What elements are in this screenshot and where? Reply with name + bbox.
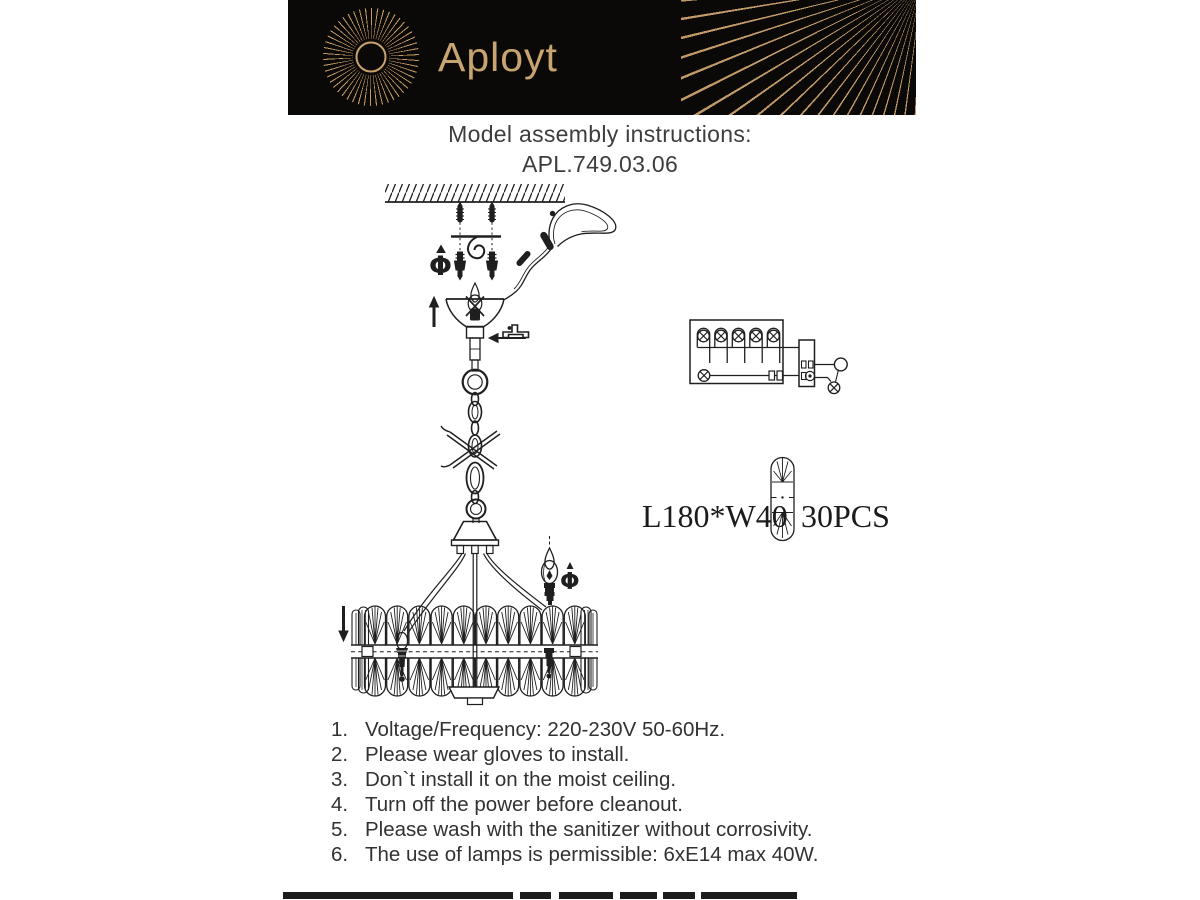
- chain: [467, 393, 486, 524]
- instruction-text: Please wash with the sanitizer without corrosivity.: [365, 818, 813, 842]
- cutoff-strip-segment: [701, 892, 797, 899]
- ceiling-hatch: [385, 184, 565, 202]
- instruction-item: [331, 817, 818, 842]
- crystal-quantity-label: 30PCS: [801, 498, 890, 534]
- screw-right: [488, 203, 496, 252]
- cutoff-strip-segment: [283, 892, 513, 899]
- down-arrow: [339, 606, 348, 641]
- rotate-symbol-top: Φ: [429, 251, 452, 282]
- instruction-text: Turn off the power before cleanout.: [365, 793, 683, 817]
- rotate-arrowhead-2: [567, 562, 574, 569]
- cutoff-strip-segment: [663, 892, 695, 899]
- wiring-diagram: [690, 320, 847, 394]
- mounting-bracket: [489, 325, 529, 343]
- cutoff-strip-segment: [520, 892, 551, 899]
- instruction-number: 3.: [331, 768, 349, 792]
- instruction-item: [331, 717, 818, 742]
- up-arrow: [430, 297, 439, 327]
- anchor-right: [487, 252, 498, 280]
- rotate-symbol-bulb: Φ: [560, 569, 580, 595]
- model-code: APL.749.03.06: [521, 151, 679, 177]
- frame-cap: [452, 522, 499, 554]
- instruction-number: 4.: [331, 793, 349, 817]
- title-line1: Model assembly instructions:: [448, 121, 752, 147]
- cutoff-strip-segment: [620, 892, 657, 899]
- anchor-left: [455, 252, 466, 280]
- instruction-text: Please wear gloves to install.: [365, 743, 630, 767]
- screw-left: [456, 203, 464, 252]
- instruction-number: 1.: [331, 718, 349, 741]
- instruction-number: 6.: [331, 843, 349, 867]
- instruction-number: 5.: [331, 818, 349, 842]
- s-hook: [468, 237, 484, 258]
- instruction-text: The use of lamps is permissible: 6xE14 max 40W.: [365, 843, 819, 867]
- instruction-item: [331, 792, 818, 817]
- pliers: [441, 426, 500, 469]
- instruction-item: [331, 842, 818, 867]
- wire-assembly: [503, 204, 616, 300]
- instruction-list: [331, 717, 818, 868]
- brand-name: Aployt: [438, 34, 558, 80]
- crystal-size-label: L180*W40: [642, 498, 788, 534]
- crystal-drum: [351, 606, 598, 696]
- instruction-item: [331, 742, 818, 767]
- instruction-item: [331, 767, 818, 792]
- cutoff-strip-segment: [559, 892, 613, 899]
- instruction-number: 2.: [331, 743, 349, 767]
- bottom-plate: [449, 687, 499, 698]
- instruction-text: Don`t install it on the moist ceiling.: [365, 768, 677, 792]
- instruction-text: Voltage/Frequency: 220-230V 50-60Hz.: [365, 718, 726, 741]
